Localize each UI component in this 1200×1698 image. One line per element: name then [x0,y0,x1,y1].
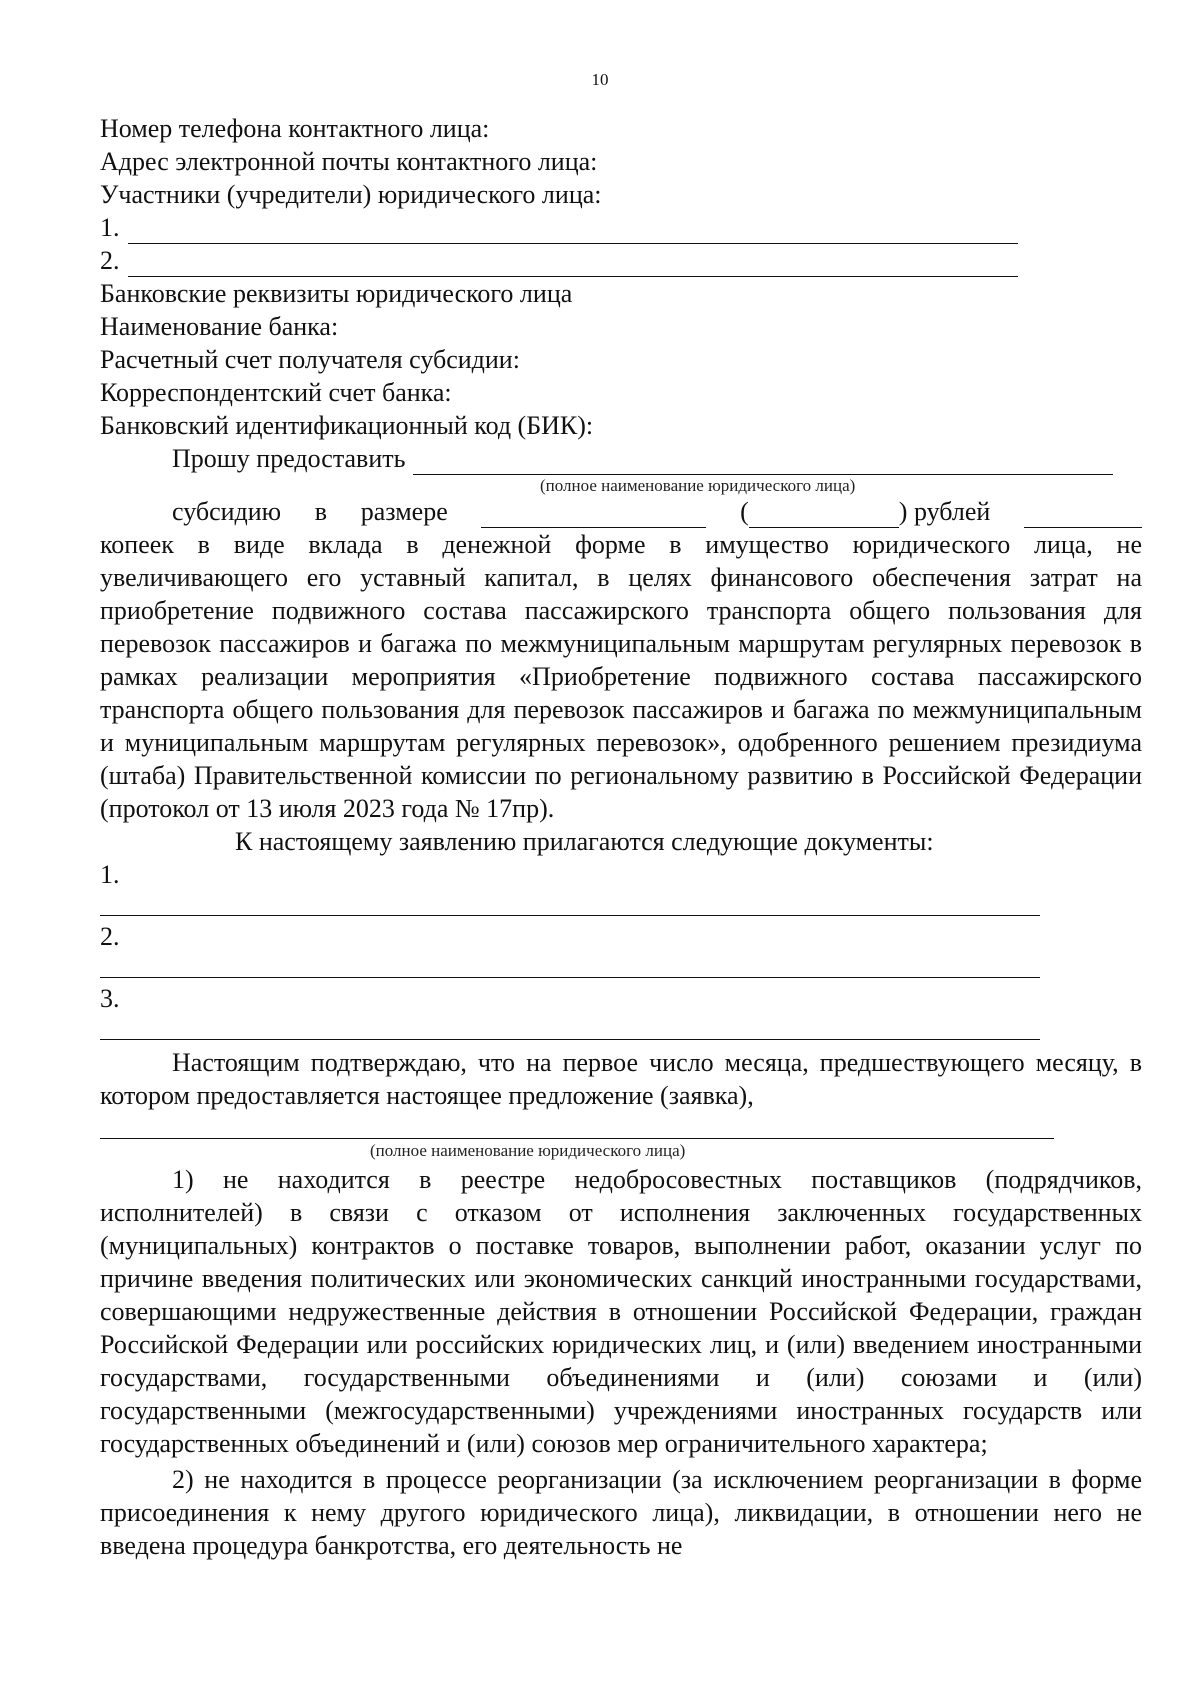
amount-words-fill-line [749,505,899,528]
open-parenthesis: ( [740,497,749,526]
request-body: копеек в виде вклада в денежной форме в имущество юридического лица, не увеличивающего его уставный капитал, в целях финансового обеспечения затрат на приобретение подвижного состава пассажирского транспорта общего пользования для перевозок пассажиров и багажа по межмуниципальным маршрутам регулярных перевозок в рамках реализации мероприятия «Приобретение подвижного состава пассажирского транспорта общего пользования для перевозок пассажиров и багажа по межмуниципальным и муниципальным маршрутам регулярных перевозок», одобренного решением президиума (штаба) Правительственной комиссии по региональному развитию в Российской Федерации (протокол от 13 июля 2023 года № 17пр). [100,530,1142,823]
settlement-account-label: Расчетный счет получателя субсидии: [100,345,520,374]
bank-name-label: Наименование банка: [100,312,339,341]
bank-details-heading: Банковские реквизиты юридического лица [100,279,573,308]
confirmation-point-1: 1) не находится в реестре недобросовестных поставщиков (подрядчиков, исполнителей) в связи с отказом от исполнения заключенных государственных (муниципальных) контрактов о поставке товаров, выполнении работ, оказании услуг по причине введения политических или экономических санкций иностранными государствами, совершающими недружественные действия в отношении Российской Федерации, граждан Российской Федерации или российских юридических лиц, и (или) введением иностранными государствами, государственными объединениями и (или) союзами и (или) государственными (межгосударственными) учреждениями иностранных государств или государственных объединений и (или) союзов мер ограничительного характера; [100,1165,1142,1458]
attachment-number-3: 3. [100,984,120,1013]
participant-line-2 [100,244,1142,277]
participant-number-1: 1. [100,213,120,242]
rubles-label: ) рублей [898,497,991,526]
attachment-number-1: 1. [100,860,120,889]
attachment-fill-line-2 [100,953,1040,978]
participant-fill-line-2 [128,254,1018,277]
participants-label: Участники (учредители) юридического лица: [100,180,602,209]
correspondent-account-label: Корреспондентский счет банка: [100,378,452,407]
participant-number-2: 2. [100,246,120,275]
amount-words-group [740,495,990,528]
request-line [100,442,1142,475]
participant-line-1 [100,211,1142,244]
request-lead: Прошу предоставить [172,444,406,473]
document-content [100,112,1142,1562]
subsidy-word: субсидию [172,497,282,526]
page-number: 10 [591,70,609,89]
phone-field-label: Номер телефона контактного лица: [100,114,490,143]
confirmation-point-2: 2) не находится в процессе реорганизации (за исключением реорганизации в форме присоединения к нему другого юридического лица), ликвидации, в отношении него не введена процедура банкротства, его деятельность не [100,1465,1142,1560]
attachment-number-2: 2. [100,922,120,951]
email-field-label: Адрес электронной почты контактного лица: [100,147,598,176]
attachment-fill-line-1 [100,891,1040,916]
confirmation-text: Настоящим подтверждаю, что на первое число месяца, предшествующего месяцу, в котором предоставляется настоящее предложение (заявка), [100,1048,1142,1110]
amount-number-fill-line [481,505,706,528]
confirmation-entity-fill-line [100,1114,1054,1139]
entity-name-caption: (полное наименование юридического лица) [540,476,856,495]
subsidy-in-word: в [314,497,328,526]
subsidy-line [100,495,1142,528]
bik-label: Банковский идентификационный код (БИК): [100,411,594,440]
confirmation-entity-caption: (полное наименование юридического лица) [370,1141,686,1160]
attachments-heading: К настоящему заявлению прилагаются следующие документы: [235,827,934,856]
participant-fill-line-1 [128,221,1018,244]
kopecks-fill-line [1024,505,1142,528]
subsidy-size-word: размере [360,497,448,526]
attachment-fill-line-3 [100,1015,1040,1040]
entity-name-fill-line [413,452,1113,475]
